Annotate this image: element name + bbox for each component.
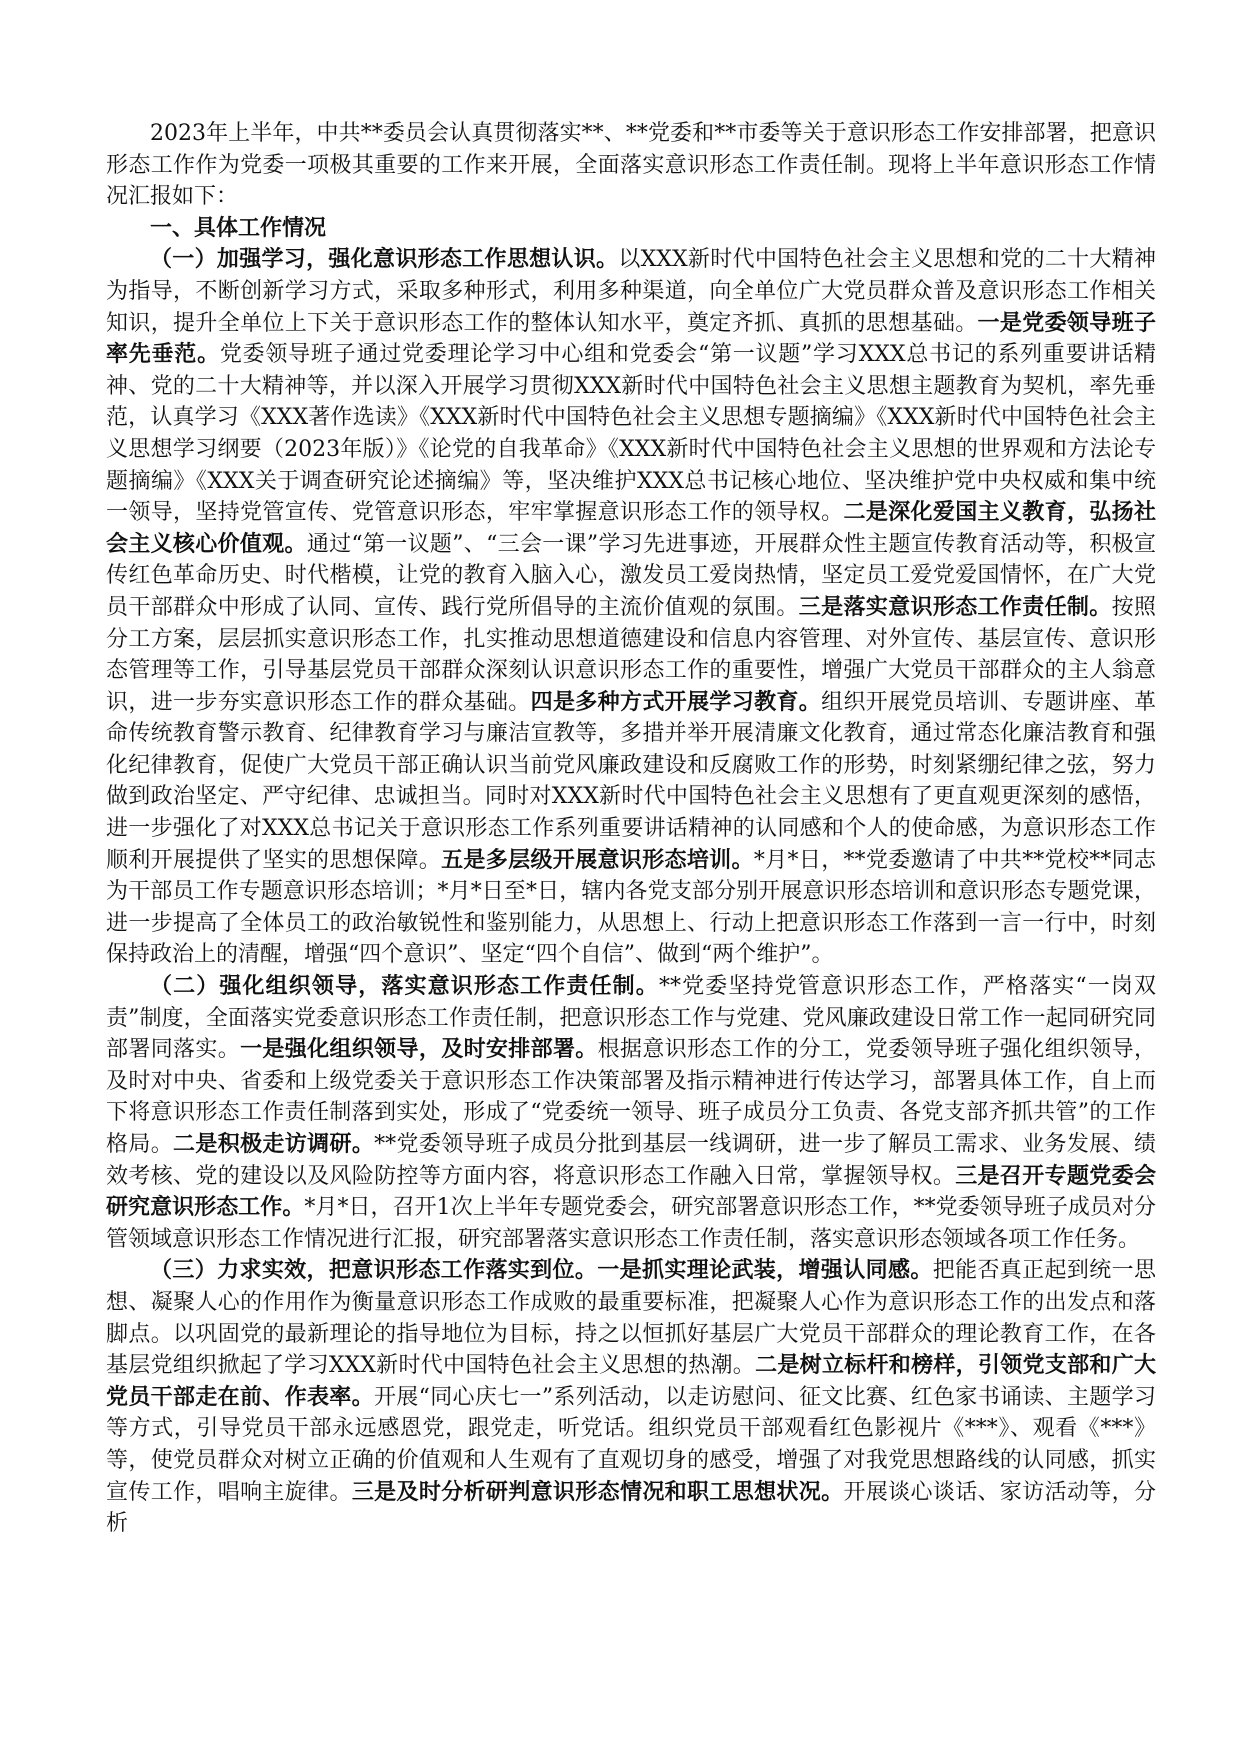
- point-title: 二是深化爱国主义教育，弘扬社会主义核心价值观。: [106, 500, 1156, 557]
- point-title: 三是及时分析研判意识形态情况和职工思想状况。: [351, 1479, 844, 1505]
- paragraph-text: *月*日，召开1次上半年专题党委会，研究部署意识形态工作，**党委领导班子成员对分管领域意识形态工作情况进行汇报，研究部署落实意识形态工作责任制，落实意识形态领域各项工作任务。: [106, 1195, 1156, 1252]
- paragraph-text: 组织开展党员培训、专题讲座、革命传统教育警示教育、纪律教育学习与廉洁宣教等，多措并举开展清廉文化教育，通过常态化廉洁教育和强化纪律教育，促使广大党员干部正确认识当前党风廉政建设和反腐败工作的形势，时刻紧绷纪律之弦，努力做到政治坚定、严守纪律、忠诚担当。同时对XXX新时代中国特色社会主义思想有了更直观更深刻的感悟，进一步强化了对XXX总书记关于意识形态工作系列重要讲话精神的认同感和个人的使命感，为意识形态工作顺利开展提供了坚实的思想保障。: [106, 689, 1156, 873]
- paragraph-text: 开展“同心庆七一”系列活动，以走访慰问、征文比赛、红色家书诵读、主题学习等方式，引导党员干部永远感恩党，跟党走，听党话。组织党员干部观看红色影视片《***》、观看《***》等，使党员群众对树立正确的价值观和人生观有了直观切身的感受，增强了对我党思想路线的认同感，抓实宣传工作，唱响主旋律。: [106, 1384, 1156, 1505]
- paragraph-text: 以XXX新时代中国特色社会主义思想和党的二十大精神为指导，不断创新学习方式，采取多种形式，利用多种渠道，向全单位广大党员群众普及意识形态工作相关知识，提升全单位上下关于意识形态工作的整体认知水平，奠定齐抓、真抓的思想基础。: [106, 247, 1156, 336]
- paragraph-strengthen-learning: [106, 244, 1156, 971]
- paragraph-text: **党委坚持党管意识形态工作，严格落实“一岗双责”制度，全面落实党委意识形态工作责任制，把意识形态工作与党建、党风廉政建设日常工作一起同研究同部署同落实。: [106, 974, 1156, 1063]
- point-title: 一是党委领导班子率先垂范。: [106, 310, 1156, 368]
- document-page: [106, 118, 1156, 1540]
- paragraph-organization-leadership: [106, 971, 1156, 1255]
- paragraph-title: （二）强化组织领导，落实意识形态工作责任制。: [150, 974, 659, 1000]
- point-title: 一是强化组织领导，及时安排部署。: [240, 1037, 598, 1063]
- intro-paragraph: [106, 118, 1156, 213]
- point-title: 二是积极走访调研。: [173, 1132, 375, 1157]
- paragraph-title: （三）力求实效，把意识形态工作落实到位。: [150, 1258, 598, 1284]
- paragraph-text: 党委领导班子通过党委理论学习中心组和党委会“第一议题”学习XXX总书记的系列重要讲话精神、党的二十大精神等，并以深入开展学习贯彻XXX新时代中国特色社会主义思想主题教育为契机，率先垂范，认真学习《XXX著作选读》《XXX新时代中国特色社会主义思想专题摘编》《XXX新时代中国特色社会主义思想学习纲要（2023年版）》《论党的自我革命》《XXX新时代中国特色社会主义思想的世界观和方法论专题摘编》《XXX关于调查研究论述摘编》等，坚决维护XXX总书记核心地位、坚决维护党中央权威和集中统一领导，坚持党管宣传、党管意识形态，牢牢掌握意识形态工作的领导权。: [106, 342, 1156, 526]
- section-heading: 一、具体工作情况: [150, 215, 327, 241]
- paragraph-practical-results: [106, 1255, 1156, 1539]
- point-title: 一是抓实理论武装，增强认同感。: [597, 1258, 933, 1284]
- paragraph-text: 通过“第一议题”、“三会一课”学习先进事迹，开展群众性主题宣传教育活动等，积极宣传红色革命历史、时代楷模，让党的教育入脑入心，激发员工爱岗热情，坚定员工爱党爱国情怀，在广大党员干部群众中形成了认同、宣传、践行党所倡导的主流价值观的氛围。: [106, 531, 1156, 620]
- paragraph-text: 把能否真正起到统一思想、凝聚人心的作用作为衡量意识形态工作成败的最重要标准，把凝聚人心作为意识形态工作的出发点和落脚点。以巩固党的最新理论的指导地位为目标，持之以恒抓好基层广大党员干部群众的理论教育工作，在各基层党组织掀起了学习XXX新时代中国特色社会主义思想的热潮。: [106, 1258, 1156, 1379]
- paragraph-title: （一）加强学习，强化意识形态工作思想认识。: [150, 247, 619, 273]
- paragraph-text: 根据意识形态工作的分工，党委领导班子强化组织领导，及时对中央、省委和上级党委关于意识形态工作决策部署及指示精神进行传达学习，部署具体工作，自上而下将意识形态工作责任制落到实处，形成了“党委统一领导、班子成员分工负责、各党支部齐抓共管”的工作格局。: [106, 1037, 1156, 1157]
- paragraph-text: 按照分工方案，层层抓实意识形态工作，扎实推动思想道德建设和信息内容管理、对外宣传、基层宣传、意识形态管理等工作，引导基层党员干部群众深刻认识意识形态工作的重要性，增强广大党员干部群众的主人翁意识，进一步夯实意识形态工作的群众基础。: [106, 594, 1156, 715]
- paragraph-text: *月*日，**党委邀请了中共**党校**同志为干部员工作专题意识形态培训；*月*日至*日，辖内各党支部分别开展意识形态培训和意识形态专题党课，进一步提高了全体员工的政治敏锐性和鉴别能力，从思想上、行动上把意识形态工作落到一言一行中，时刻保持政治上的清醒，增强“四个意识”、坚定“四个自信”、做到“两个维护”。: [106, 847, 1156, 968]
- point-title: 三是召开专题党委会研究意识形态工作。: [106, 1163, 1156, 1221]
- point-title: 五是多层级开展意识形态培训。: [441, 847, 754, 873]
- point-title: 三是落实意识形态工作责任制。: [798, 594, 1112, 620]
- point-title: 二是树立标杆和榜样，引领党支部和广大党员干部走在前、作表率。: [106, 1353, 1156, 1410]
- paragraph-text: **党委领导班子成员分批到基层一线调研，进一步了解员工需求、业务发展、绩效考核、党的建设以及风险防控等方面内容，将意识形态工作融入日常，掌握领导权。: [106, 1132, 1156, 1189]
- paragraph-text: 开展谈心谈话、家访活动等，分析: [106, 1479, 1156, 1537]
- point-title: 四是多种方式开展学习教育。: [530, 689, 822, 715]
- intro-text: 2023年上半年，中共**委员会认真贯彻落实**、**党委和**市委等关于意识形态工作安排部署，把意识形态工作作为党委一项极其重要的工作来开展，全面落实意识形态工作责任制。现将上半年意识形态工作情况汇报如下：: [106, 121, 1156, 210]
